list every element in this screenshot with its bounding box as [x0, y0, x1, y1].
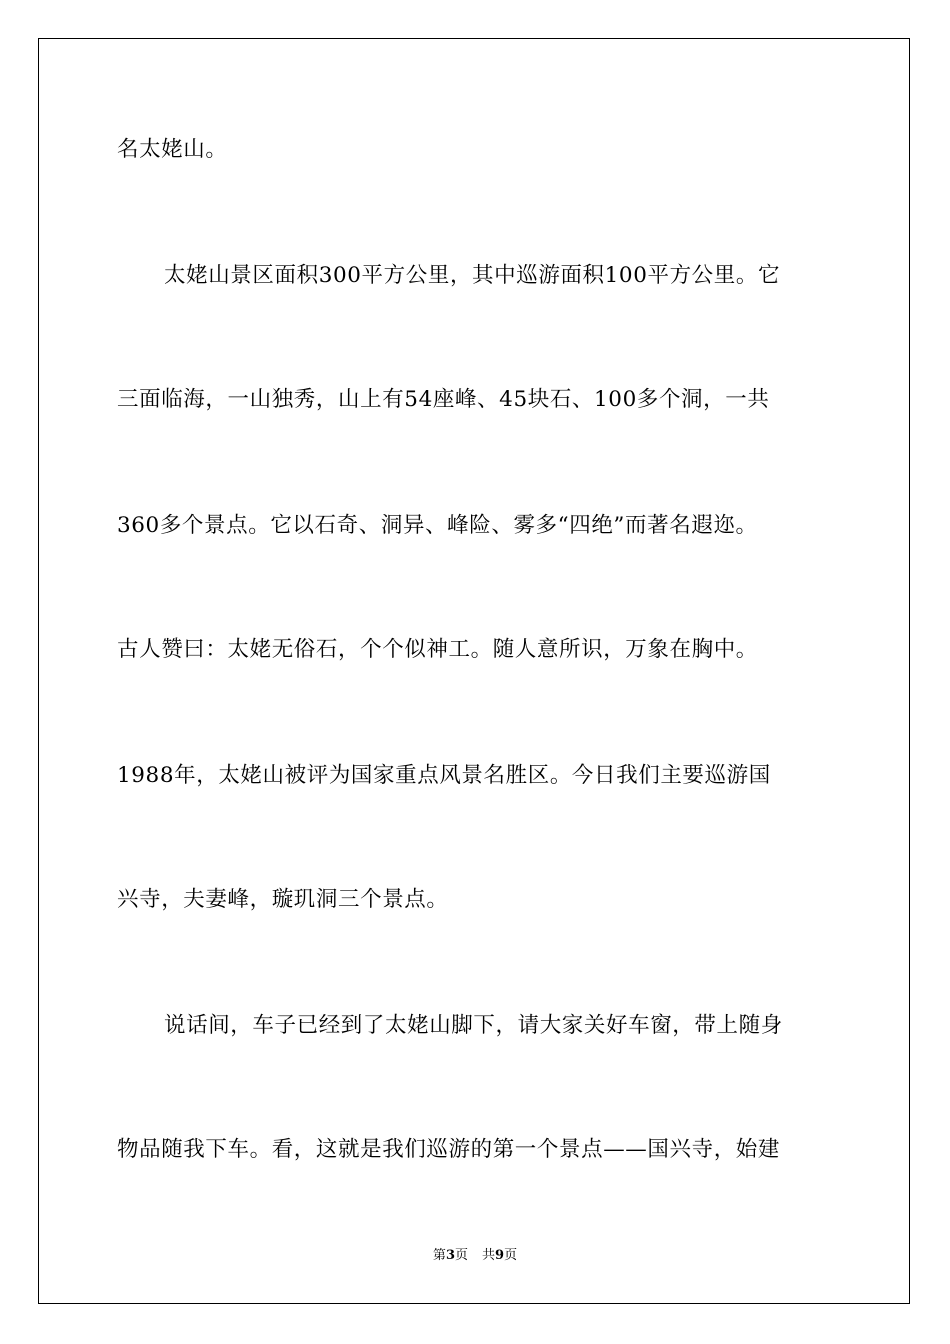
text-line-1: 名太姥山。 — [117, 137, 228, 162]
text-line-9: 物品随我下车。看，这就是我们巡游的第一个景点——国兴寺，始建 — [117, 1137, 781, 1162]
text-line-4: 360多个景点。它以石奇、洞异、峰险、雾多“四绝”而著名遐迩。 — [117, 513, 758, 538]
footer-page-unit: 页 — [454, 1248, 468, 1263]
text-line-7: 兴寺，夫妻峰，璇玑洞三个景点。 — [117, 887, 449, 912]
page-border — [38, 38, 910, 1304]
current-page-number: 3 — [445, 1248, 455, 1263]
page-footer — [0, 1247, 950, 1265]
text-line-5: 古人赞曰：太姥无俗石，个个似神工。随人意所识，万象在胸中。 — [117, 637, 758, 662]
footer-total-unit: 页 — [504, 1248, 518, 1263]
text-line-3: 三面临海，一山独秀，山上有54座峰、45块石、100多个洞，一共 — [117, 387, 770, 412]
text-line-6: 1988年，太姥山被评为国家重点风景名胜区。今日我们主要巡游国 — [117, 763, 771, 788]
text-line-2: 太姥山景区面积300平方公里，其中巡游面积100平方公里。它 — [164, 263, 781, 288]
total-pages-number: 9 — [495, 1248, 505, 1263]
text-line-8: 说话间，车子已经到了太姥山脚下，请大家关好车窗，带上随身 — [164, 1013, 783, 1038]
footer-total-prefix: 共 — [482, 1248, 496, 1263]
footer-prefix: 第 — [432, 1248, 446, 1263]
